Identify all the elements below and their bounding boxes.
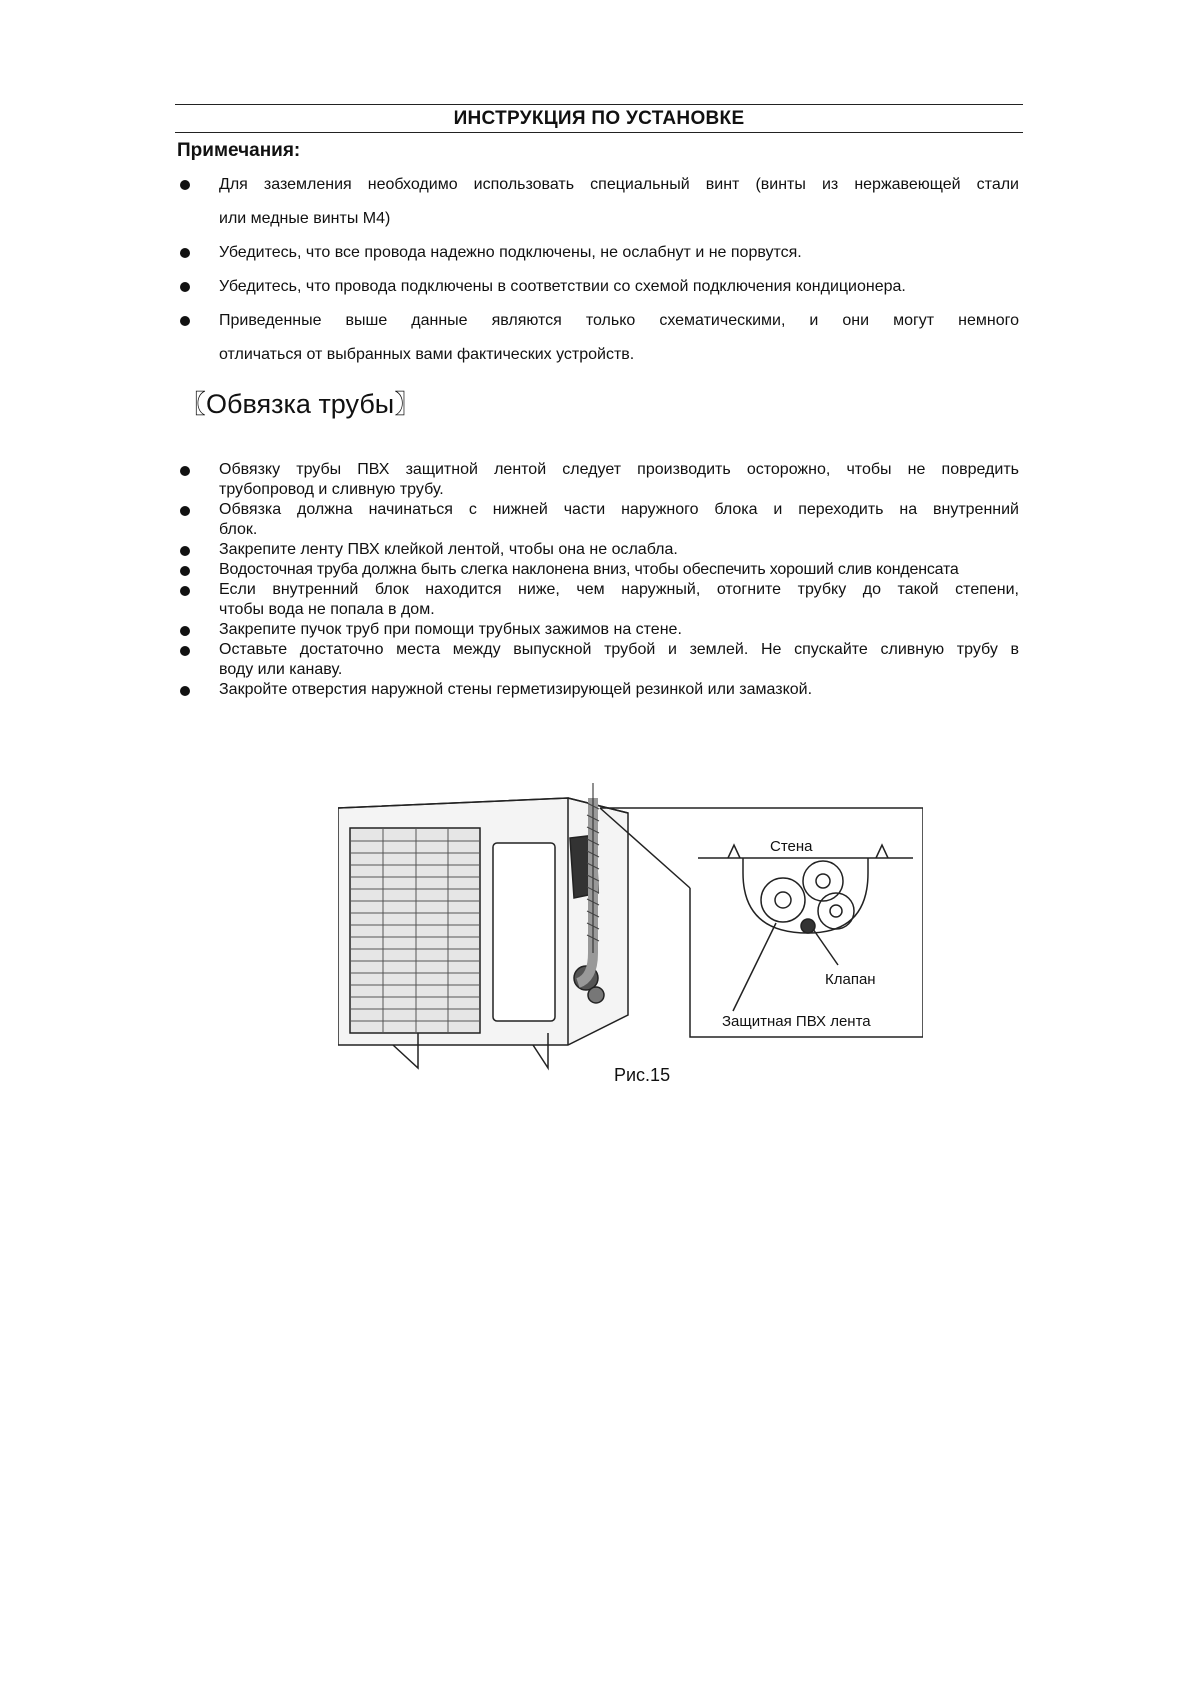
binding-item-3: Закрепите ленту ПВХ клейкой лентой, чтобы она не ослабла.	[219, 541, 678, 558]
figure-pipe-binding	[338, 783, 923, 1071]
binding-item-4: Водосточная труба должна быть слегка наклонена вниз, чтобы обеспечить хороший слив конденсата	[219, 561, 959, 578]
note-item-1-line-1: Для заземления необходимо использовать специальный винт (винты из нержавеющей стали	[219, 176, 1019, 193]
section-heading	[180, 384, 420, 421]
binding-item-1-line-1: Обвязку трубы ПВХ защитной лентой следует производить осторожно, чтобы не повредить	[219, 461, 1019, 478]
bracket-close: 〗	[394, 389, 421, 419]
binding-item-5-line-2: чтобы вода не попала в дом.	[219, 601, 435, 618]
bullet-icon	[180, 566, 190, 576]
note-item-3: Убедитесь, что провода подключены в соответствии со схемой подключения кондиционера.	[219, 278, 906, 295]
bullet-icon	[180, 646, 190, 656]
page-header	[175, 104, 1023, 133]
note-item-4-line-1: Приведенные выше данные являются только схематическими, и они могут немного	[219, 312, 1019, 329]
binding-item-7-line-2: воду или канаву.	[219, 661, 343, 678]
bullet-icon	[180, 546, 190, 556]
valve-label: Клапан	[825, 971, 876, 988]
note-item-4-line-2: отличаться от выбранных вами фактических устройств.	[219, 346, 635, 363]
wall-label: Стена	[770, 838, 813, 855]
bullet-icon	[180, 626, 190, 636]
binding-item-7-line-1: Оставьте достаточно места между выпускной трубой и землей. Не спускайте сливную трубу в	[219, 641, 1019, 658]
binding-item-5-line-1: Если внутренний блок находится ниже, чем наружный, отогните трубку до такой степени,	[219, 581, 1019, 598]
binding-item-6: Закрепите пучок труб при помощи трубных зажимов на стене.	[219, 621, 682, 638]
bullet-icon	[180, 316, 190, 326]
bracket-open: 〖	[180, 389, 207, 419]
binding-item-2-line-1: Обвязка должна начинаться с нижней части наружного блока и переходить на внутренний	[219, 501, 1019, 518]
binding-item-2-line-2: блок.	[219, 521, 258, 538]
tape-label: Защитная ПВХ лента	[722, 1013, 871, 1030]
section-title-text: Обвязка трубы	[206, 389, 395, 419]
binding-item-1-line-2: трубопровод и сливную трубу.	[219, 481, 444, 498]
bullet-icon	[180, 586, 190, 596]
notes-heading: Примечания:	[177, 140, 301, 161]
binding-item-8: Закройте отверстия наружной стены герметизирующей резинкой или замазкой.	[219, 681, 813, 698]
figure-caption: Рис.15	[614, 1065, 671, 1085]
bullet-icon	[180, 180, 190, 190]
bullet-icon	[180, 466, 190, 476]
bullet-icon	[180, 506, 190, 516]
note-item-1-line-2: или медные винты М4)	[219, 210, 391, 227]
bullet-icon	[180, 686, 190, 696]
bullet-icon	[180, 282, 190, 292]
bullet-icon	[180, 248, 190, 258]
note-item-2: Убедитесь, что все провода надежно подключены, не ослабнут и не порвутся.	[219, 244, 802, 261]
page-title: ИНСТРУКЦИЯ ПО УСТАНОВКЕ	[453, 108, 745, 129]
